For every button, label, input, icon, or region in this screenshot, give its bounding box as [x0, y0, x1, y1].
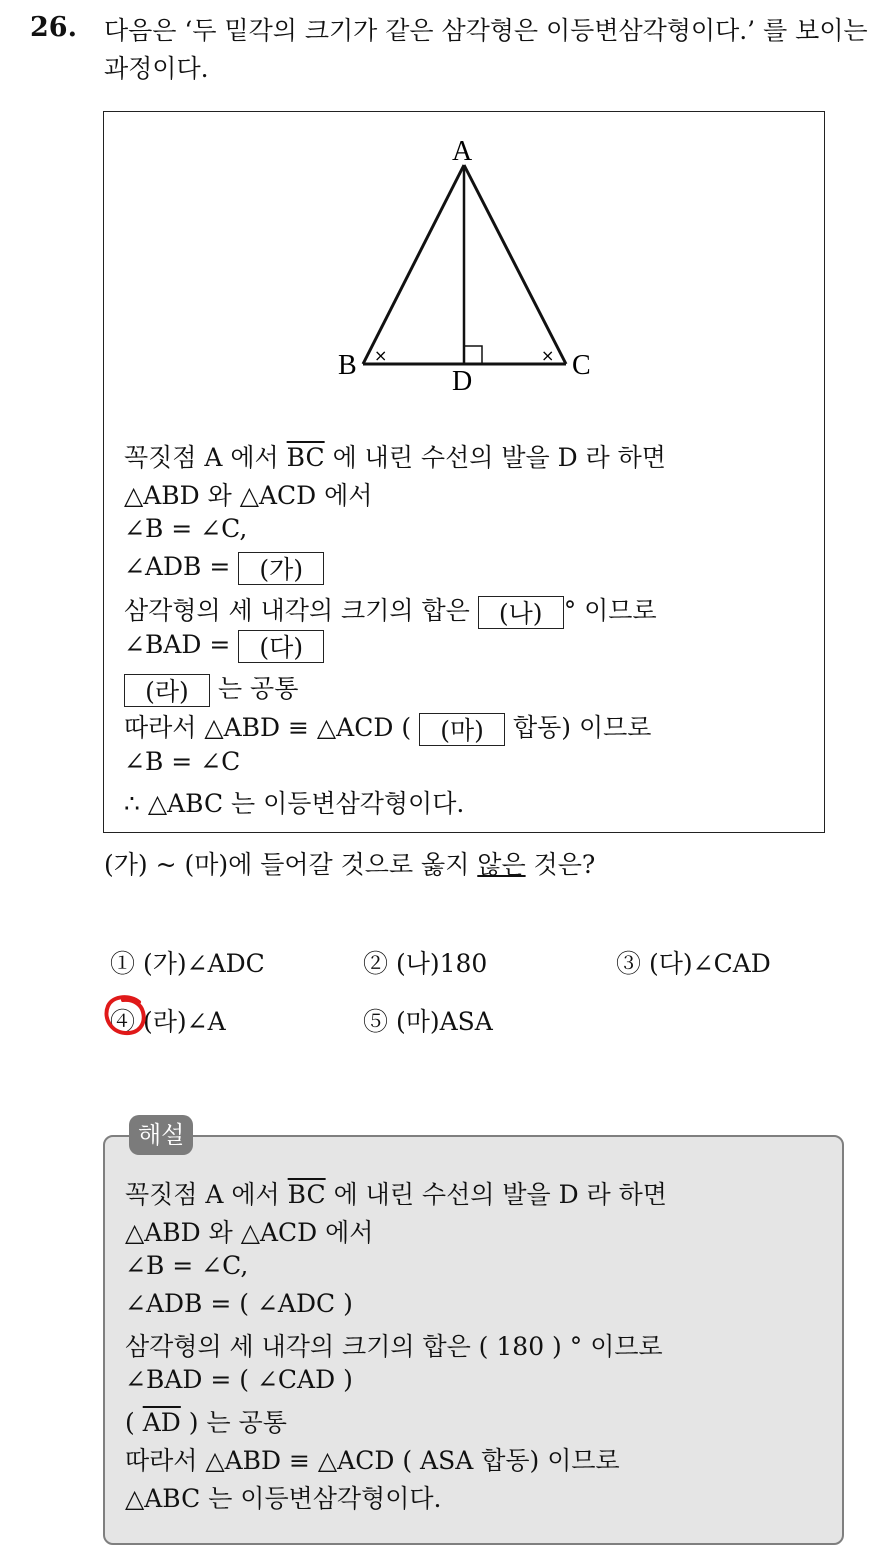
choice-1[interactable]: ① (가)∠ADC: [110, 949, 265, 978]
blank-ga: (가): [238, 552, 324, 585]
solution-line-8: 따라서 △ABD ≡ △ACD ( ASA 합동) 이므로: [125, 1446, 620, 1475]
solution-line-7: ( $\overline{AD}$ ) 는 공통: [125, 1408, 287, 1437]
solution-line-9: △ABC 는 이등변삼각형이다.: [125, 1484, 442, 1513]
proof-line-3: ∠B = ∠C,: [124, 514, 248, 543]
side-ac: [464, 165, 566, 364]
side-ab: [363, 165, 464, 364]
segment-bc: $\overline{BC}$: [286, 443, 325, 472]
right-angle-mark: [464, 346, 482, 364]
angle-mark-b: ×: [374, 346, 388, 365]
blank-na: (나): [478, 596, 564, 629]
solution-segment-ad: $\overline{AD}$: [142, 1408, 181, 1437]
proof-line-7: (라) 는 공통: [124, 669, 298, 707]
blank-ma: (마): [419, 713, 505, 746]
blank-ra: (라): [124, 674, 210, 707]
choice-2[interactable]: ② (나)180: [363, 949, 488, 978]
angle-mark-c: ×: [541, 346, 555, 365]
proof-line-10: ∴ △ABC 는 이등변삼각형이다.: [124, 789, 465, 818]
label-b: B: [338, 350, 357, 381]
instruction: (가) ~ (마)에 들어갈 것으로 옳지 않은 것은?: [104, 850, 596, 879]
solution-line-5: 삼각형의 세 내각의 크기의 합은 ( 180 ) ° 이므로: [125, 1332, 663, 1361]
proof-line-2: △ABD 와 △ACD 에서: [124, 481, 373, 510]
solution-line-3: ∠B = ∠C,: [125, 1251, 249, 1280]
blank-da: (다): [238, 630, 324, 663]
label-d: D: [452, 366, 473, 397]
underlined-word: 않은: [477, 850, 526, 879]
solution-line-4: ∠ADB = ( ∠ADC ): [125, 1289, 353, 1318]
solution-segment-bc: $\overline{BC}$: [287, 1180, 326, 1209]
solution-line-2: △ABD 와 △ACD 에서: [125, 1218, 374, 1247]
proof-box: [103, 111, 825, 833]
label-a: A: [452, 136, 473, 167]
question-text: 다음은 ‘두 밑각의 크기가 같은 삼각형은 이등변삼각형이다.’ 를 보이는 과정이다.: [104, 16, 868, 83]
proof-line-1: 꼭짓점 A 에서 $\overline{BC}$ 에 내린 수선의 발을 D 라 하면: [124, 443, 666, 472]
solution-line-1: 꼭짓점 A 에서 $\overline{BC}$ 에 내린 수선의 발을 D 라 하면: [125, 1180, 667, 1209]
solution-tag: 해설: [129, 1115, 193, 1155]
proof-line-8: 따라서 △ABD ≡ △ACD ( (마) 합동) 이므로: [124, 713, 652, 745]
choice-4[interactable]: ④ (라)∠A: [110, 1007, 226, 1036]
proof-line-4: ∠ADB = (가): [124, 552, 324, 585]
answer-circle-mark: [103, 994, 149, 1038]
label-c: C: [572, 350, 591, 381]
choice-5[interactable]: ⑤ (마)ASA: [363, 1007, 493, 1036]
proof-line-9: ∠B = ∠C: [124, 747, 241, 776]
proof-line-6: ∠BAD = (다): [124, 630, 324, 663]
choice-3[interactable]: ③ (다)∠CAD: [616, 949, 771, 978]
solution-line-6: ∠BAD = ( ∠CAD ): [125, 1365, 353, 1394]
solution-box: [103, 1135, 844, 1545]
triangle-figure: [334, 132, 604, 402]
proof-line-5: 삼각형의 세 내각의 크기의 합은 (나) ° 이므로: [124, 596, 657, 628]
question-number: 26.: [30, 12, 77, 43]
